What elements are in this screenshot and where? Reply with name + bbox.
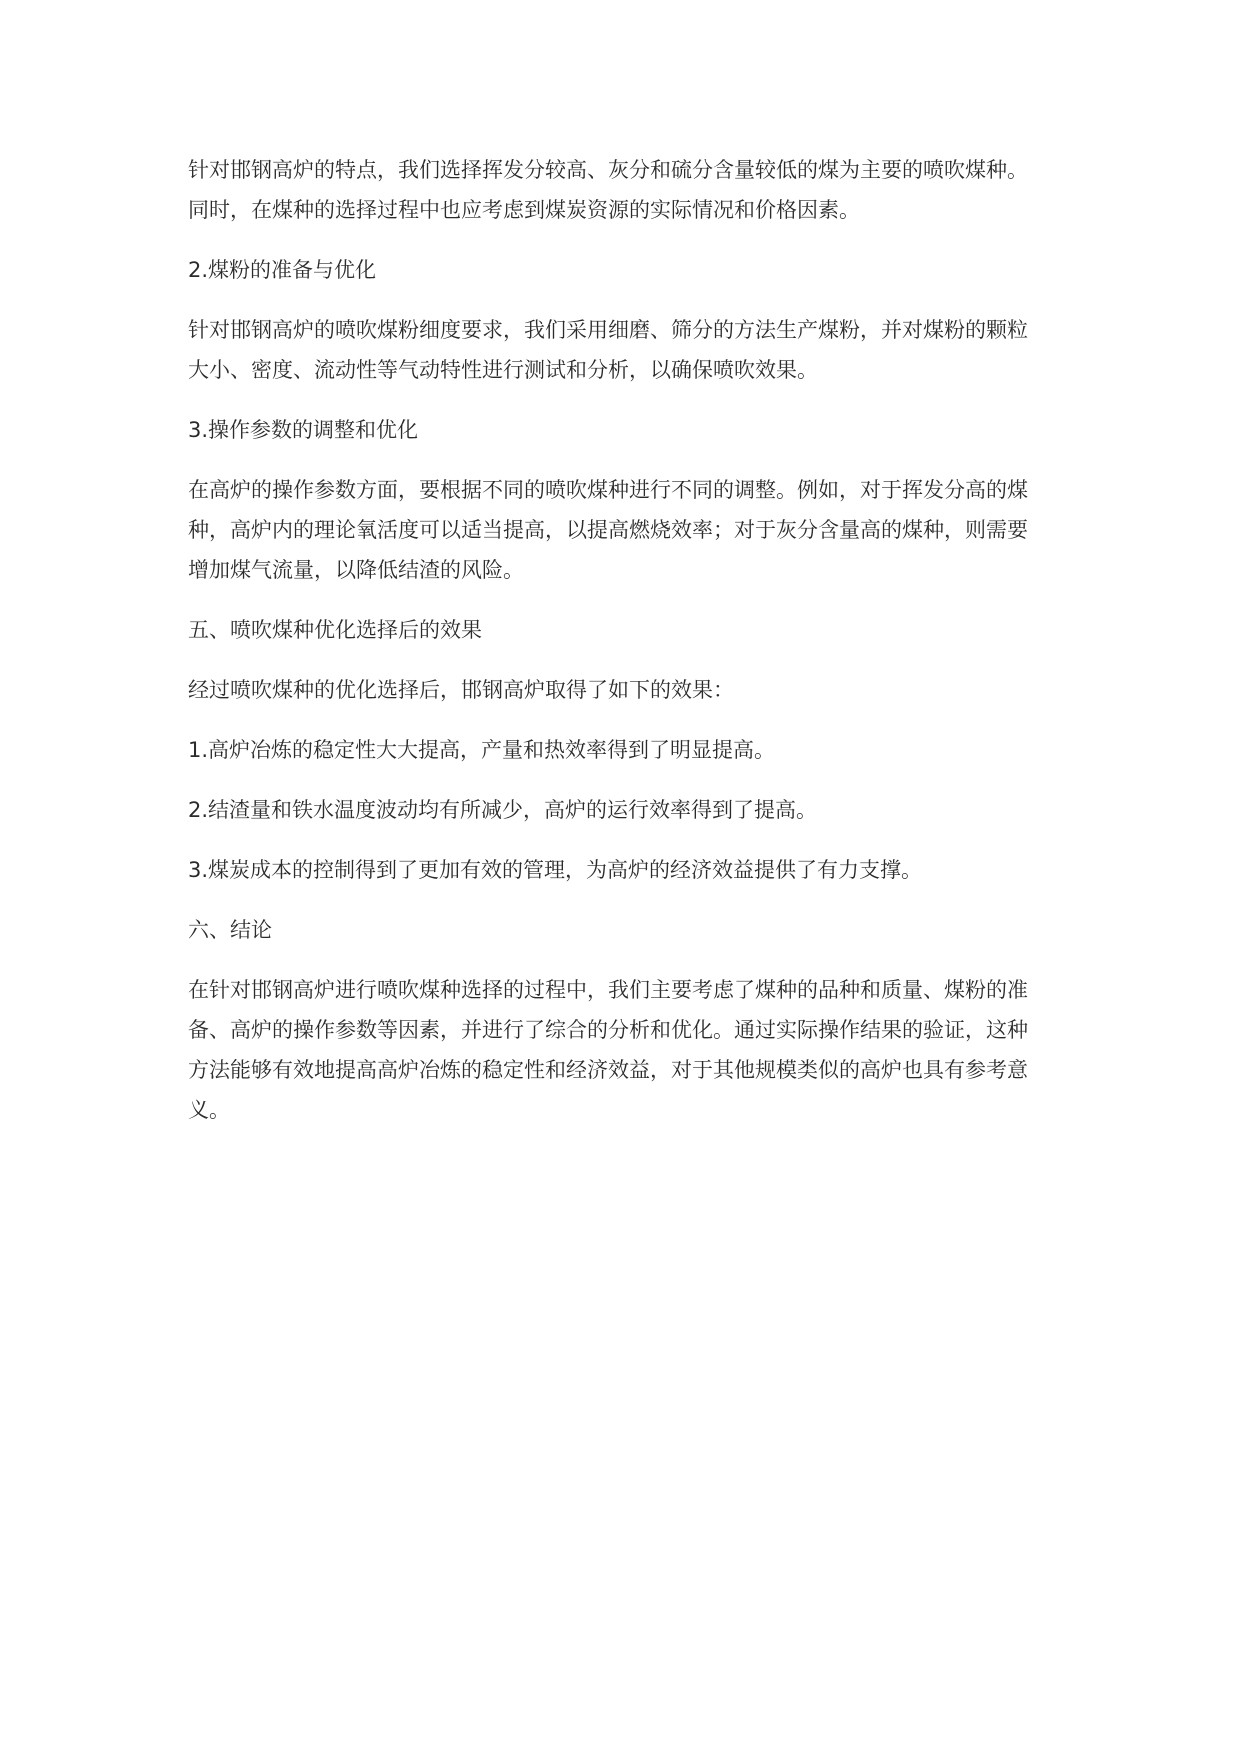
heading-coal-powder-preparation: 2.煤粉的准备与优化 <box>188 258 377 282</box>
list-item-effect-1: 1.高炉冶炼的稳定性大大提高，产量和热效率得到了明显提高。 <box>188 738 776 762</box>
list-item-effect-3: 3.煤炭成本的控制得到了更加有效的管理，为高炉的经济效益提供了有力支撑。 <box>188 858 923 882</box>
paragraph-coal-selection: 针对邯钢高炉的特点，我们选择挥发分较高、灰分和硫分含量较低的煤为主要的喷吹煤种。同时，在煤种的选择过程中也应考虑到煤炭资源的实际情况和价格因素。 <box>188 158 1028 222</box>
document-body <box>188 150 1048 1150</box>
paragraph-coal-powder-preparation: 针对邯钢高炉的喷吹煤粉细度要求，我们采用细磨、筛分的方法生产煤粉，并对煤粉的颗粒大小、密度、流动性等气动特性进行测试和分析，以确保喷吹效果。 <box>188 318 1028 382</box>
heading-section-five-effects: 五、喷吹煤种优化选择后的效果 <box>188 618 482 642</box>
paragraph-operating-parameters: 在高炉的操作参数方面，要根据不同的喷吹煤种进行不同的调整。例如，对于挥发分高的煤种，高炉内的理论氧活度可以适当提高，以提高燃烧效率；对于灰分含量高的煤种，则需要增加煤气流量，以降低结渣的风险。 <box>188 478 1028 582</box>
heading-operating-parameters: 3.操作参数的调整和优化 <box>188 418 419 442</box>
heading-section-six-conclusion: 六、结论 <box>188 918 272 942</box>
paragraph-conclusion: 在针对邯钢高炉进行喷吹煤种选择的过程中，我们主要考虑了煤种的品种和质量、煤粉的准备、高炉的操作参数等因素，并进行了综合的分析和优化。通过实际操作结果的验证，这种方法能够有效地提高高炉冶炼的稳定性和经济效益，对于其他规模类似的高炉也具有参考意义。 <box>188 978 1028 1122</box>
list-item-effect-2: 2.结渣量和铁水温度波动均有所减少，高炉的运行效率得到了提高。 <box>188 798 818 822</box>
paragraph-effects-intro: 经过喷吹煤种的优化选择后，邯钢高炉取得了如下的效果： <box>188 678 734 702</box>
